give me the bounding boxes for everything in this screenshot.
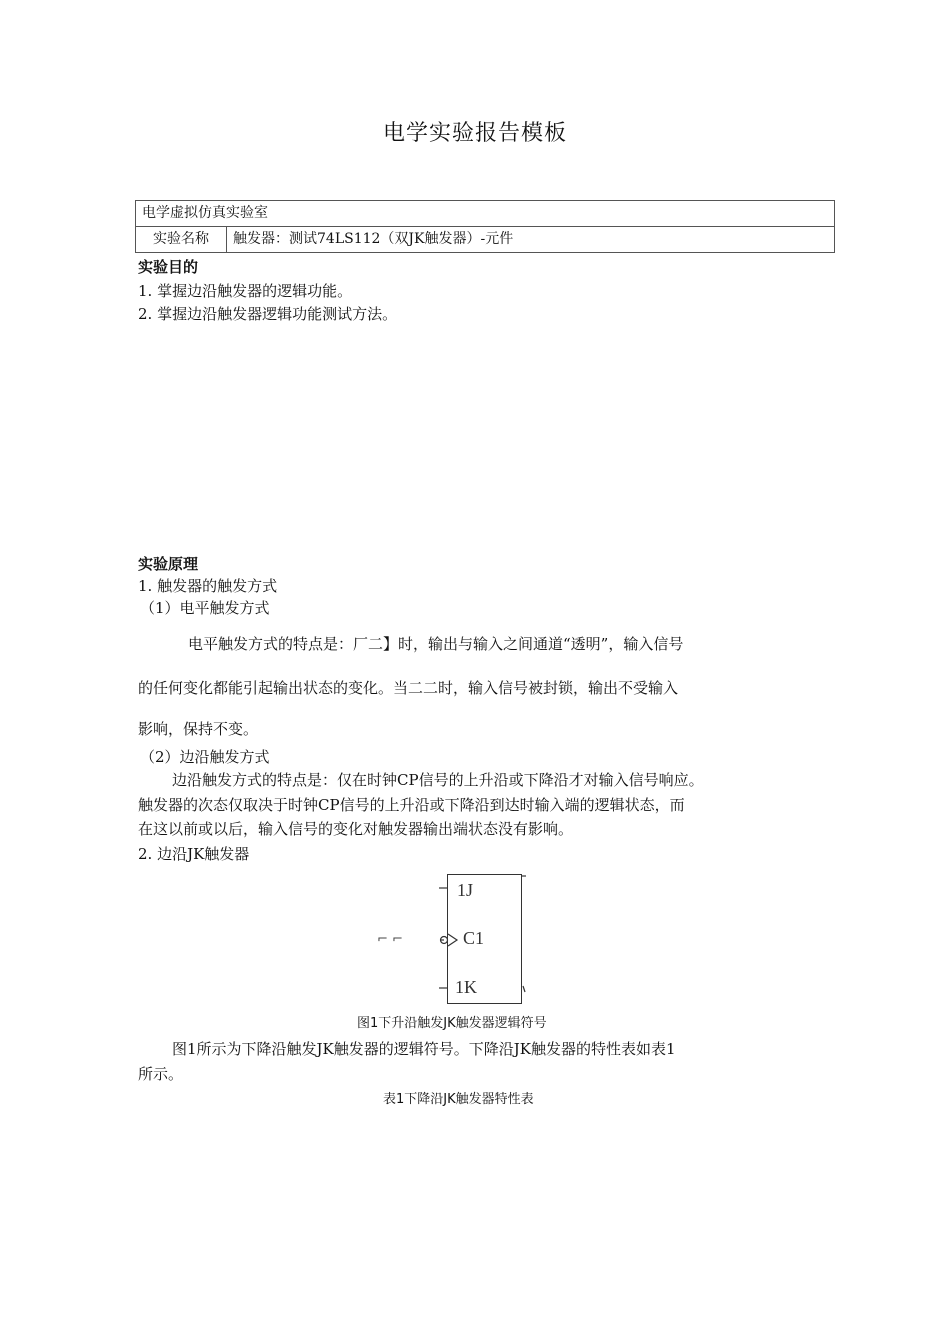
level-paragraph-line-1: 电平触发方式的特点是：厂二】时，输出与输入之间通道“透明”，输入信号 — [188, 635, 684, 653]
edge-paragraph-line-3: 在这以前或以后，输入信号的变化对触发器输出端状态没有影响。 — [138, 820, 574, 838]
figure-caption: 图1下升沿触发JK触发器逻辑符号 — [357, 1016, 547, 1031]
lab-name-cell: 电学虚拟仿真实验室 — [136, 201, 835, 227]
table-caption: 表1下降沿JK触发器特性表 — [383, 1092, 534, 1107]
figure-desc-line-2: 所示。 — [138, 1065, 184, 1083]
purpose-item-2: 2. 掌握边沿触发器逻辑功能测试方法。 — [138, 305, 398, 323]
purpose-item-1: 1. 掌握边沿触发器的逻辑功能。 — [138, 282, 353, 300]
edge-trigger-heading: （2）边沿触发方式 — [140, 748, 270, 766]
page-title: 电学实验报告模板 — [382, 121, 567, 146]
principle-heading: 实验原理 — [138, 555, 199, 573]
purpose-heading: 实验目的 — [138, 258, 199, 276]
exp-name-value: 触发器：测试74LS112（双JK触发器）-元件 — [227, 227, 835, 253]
edge-paragraph-line-2: 触发器的次态仅取决于时钟CP信号的上升沿或下降沿到达时输入端的逻辑状态，而 — [138, 796, 685, 814]
edge-paragraph-line-1: 边沿触发方式的特点是：仅在时钟CP信号的上升沿或下降沿才对输入信号响应。 — [172, 771, 704, 789]
pin-label-k: 1K — [455, 977, 477, 997]
exp-name-label: 实验名称 — [136, 227, 227, 253]
output-tick-bottom — [523, 986, 525, 992]
principle-item-1: 1. 触发器的触发方式 — [138, 577, 278, 595]
pin-label-j: 1J — [457, 880, 474, 900]
stray-marks: ⌐ ⌐ — [377, 932, 403, 947]
clock-triangle-icon — [448, 934, 457, 946]
principle-item-2: 2. 边沿JK触发器 — [138, 845, 250, 863]
level-paragraph-line-3: 影响，保持不变。 — [138, 720, 259, 738]
level-paragraph-line-2: 的任何变化都能引起输出状态的变化。当二二时，输入信号被封锁，输出不受输入 — [138, 679, 679, 697]
figure-desc-line-1: 图1所示为下降沿触发JK触发器的逻辑符号。下降沿JK触发器的特性表如表1 — [172, 1040, 676, 1058]
pin-label-c: C1 — [463, 928, 485, 948]
symbol-pins — [430, 870, 540, 1010]
level-trigger-heading: （1）电平触发方式 — [140, 599, 270, 617]
info-table — [135, 200, 835, 253]
